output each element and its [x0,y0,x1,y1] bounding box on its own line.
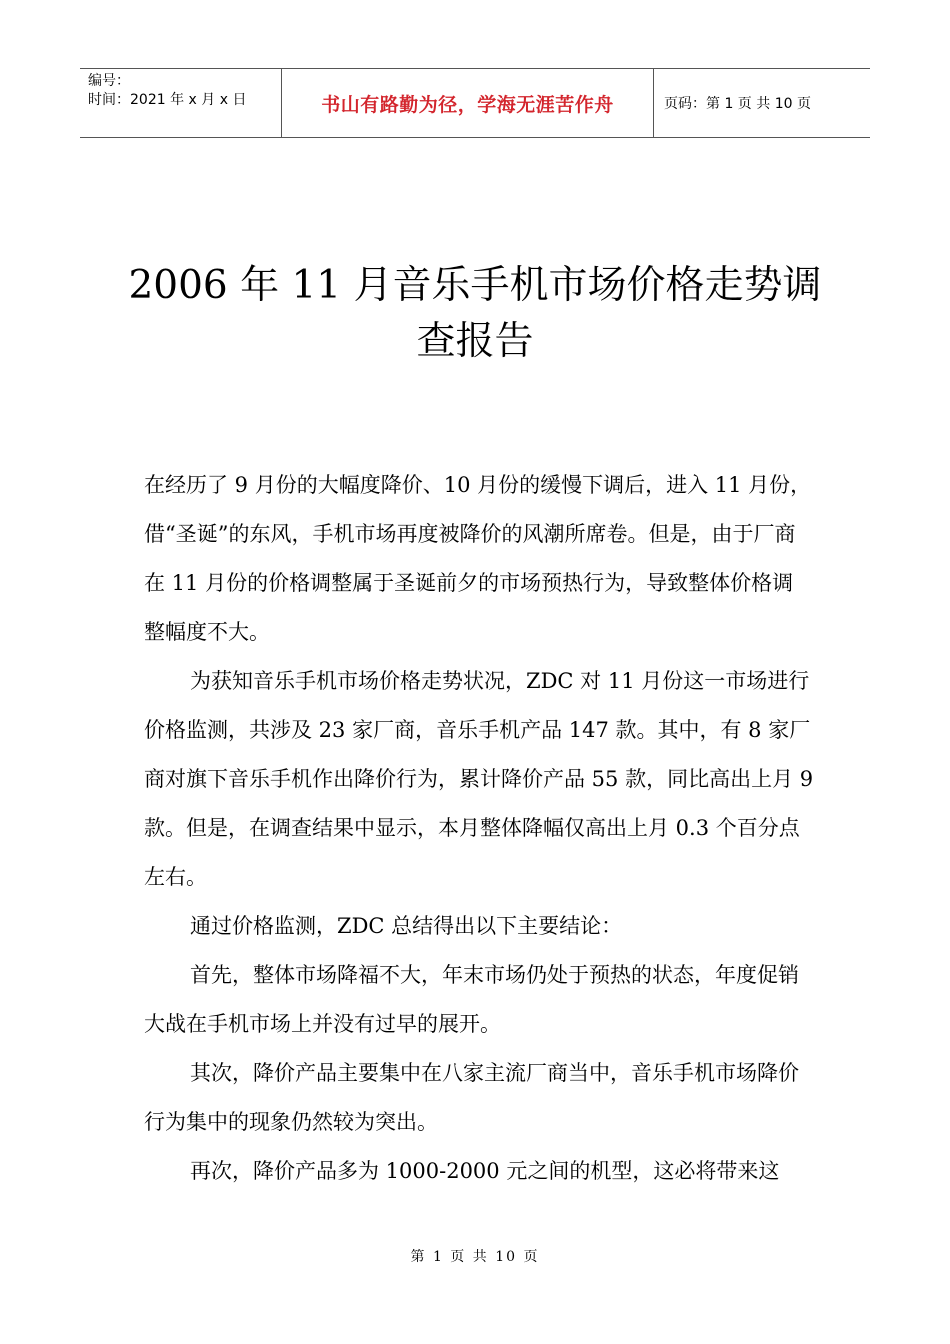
title-line-2: 查报告 [416,319,534,364]
paragraph: 在经历了 9 月份的大幅度降价、10 月份的缓慢下调后，进入 11 月份，借“圣诞”的东风，手机市场再度被降价的风潮所席卷。但是，由于厂商在 11 月份的价格调整属于圣诞前夕的市场预热行为，导致整体价格调整幅度不大。 [144,473,812,644]
document-body [144,461,814,1196]
title-line-1: 2006 年 11 月音乐手机市场价格走势调 [128,263,822,308]
paragraph: 再次，降价产品多为 1000-2000 元之间的机型，这必将带来这 [190,1159,780,1183]
header-meta [80,69,282,137]
paragraph: 首先，整体市场降福不大，年末市场仍处于预热的状态，年度促销大战在手机市场上并没有过早的展开。 [144,963,799,1036]
header-page-info: 页码：第 1 页 共 10 页 [664,96,811,112]
page-header [80,68,870,138]
paragraph: 其次，降价产品主要集中在八家主流厂商当中，音乐手机市场降价行为集中的现象仍然较为突出。 [144,1061,799,1134]
header-motto: 书山有路勤为径，学海无涯苦作舟 [282,69,654,137]
page-footer: 第 1 页 共 10 页 [410,1249,540,1265]
paragraph: 为获知音乐手机市场价格走势状况，ZDC 对 11 月份这一市场进行价格监测，共涉及 23 家厂商，音乐手机产品 147 款。其中，有 8 家厂商对旗下音乐手机作出降价行为，累计降价产品 55 款，同比高出上月 9 款。但是，在调查结果中显示，本月整体降幅仅高出上月 0.3 个百分点左右。 [144,669,814,889]
doc-time-label: 时间：2021 年 x 月 x 日 [88,92,247,108]
doc-number-label: 编号： [88,73,130,89]
document-title [100,258,850,370]
paragraph: 通过价格监测，ZDC 总结得出以下主要结论： [190,914,623,938]
